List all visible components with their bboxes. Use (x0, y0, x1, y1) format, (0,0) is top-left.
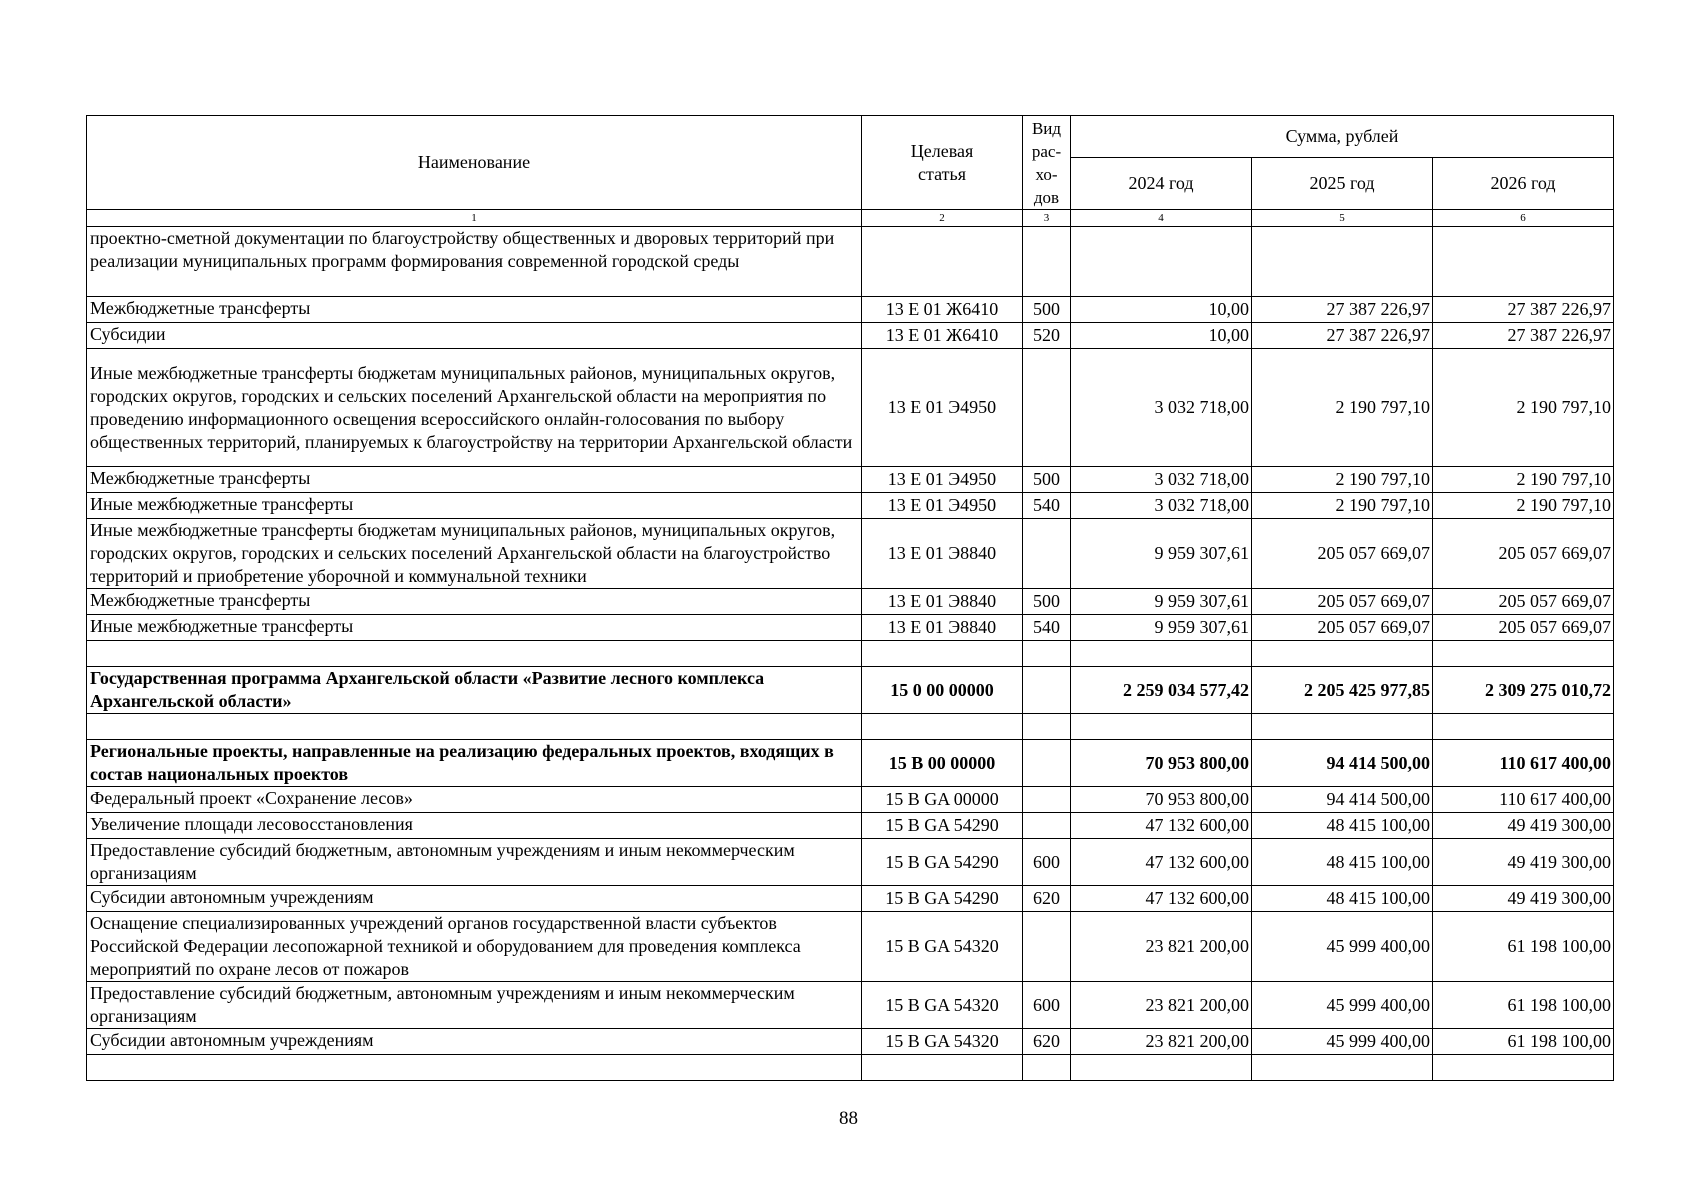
header-vid-line1: Вид (1031, 118, 1062, 138)
header-code-line2: статья (918, 163, 966, 184)
row-target-code: 13 Е 01 Ж6410 (862, 297, 1023, 323)
row-target-code: 13 Е 01 Э4950 (862, 349, 1023, 467)
row-amount-2026: 27 387 226,97 (1433, 323, 1614, 349)
header-sum: Сумма, рублей (1071, 116, 1614, 158)
row-target-code: 15 В 00 00000 (862, 740, 1023, 787)
row-amount-2024 (1071, 641, 1252, 667)
row-target-code: 15 В GA 54290 (862, 886, 1023, 912)
row-name: Предоставление субсидий бюджетным, автономным учреждениям и иным некоммерческим организациям (87, 839, 862, 886)
row-name (87, 1055, 862, 1081)
row-target-code (862, 641, 1023, 667)
row-expense-type (1023, 740, 1071, 787)
row-name: Субсидии (87, 323, 862, 349)
header-vid (1023, 116, 1071, 210)
column-number-3: 3 (1023, 210, 1071, 227)
row-amount-2025: 27 387 226,97 (1252, 323, 1433, 349)
row-expense-type (1023, 519, 1071, 589)
row-expense-type: 620 (1023, 886, 1071, 912)
header-year-2024: 2024 год (1071, 158, 1252, 210)
row-target-code (862, 1055, 1023, 1081)
row-name: Субсидии автономным учреждениям (87, 1029, 862, 1055)
header-vid-line3: хо- (1035, 164, 1058, 184)
row-amount-2025: 48 415 100,00 (1252, 813, 1433, 839)
row-name: Иные межбюджетные трансферты бюджетам муниципальных районов, муниципальных округов, городских округов, городских и сельских поселений Архангельской области на мероприятия по проведению информационного освещения всероссийского онлайн-голосования по выбору общественных территорий, планируемых к благоустройству на территории Архангельской области (87, 349, 862, 467)
header-name: Наименование (87, 116, 862, 210)
row-expense-type (1023, 813, 1071, 839)
row-target-code (862, 227, 1023, 297)
row-expense-type: 500 (1023, 589, 1071, 615)
table-row (87, 519, 1614, 589)
row-amount-2024: 23 821 200,00 (1071, 1029, 1252, 1055)
row-target-code: 13 Е 01 Э8840 (862, 519, 1023, 589)
row-target-code: 15 В GA 00000 (862, 787, 1023, 813)
row-amount-2024: 10,00 (1071, 323, 1252, 349)
row-name: Межбюджетные трансферты (87, 297, 862, 323)
row-amount-2026 (1433, 641, 1614, 667)
row-name: Региональные проекты, направленные на реализацию федеральных проектов, входящих в состав национальных проектов (87, 740, 862, 787)
table-row (87, 493, 1614, 519)
row-amount-2026: 49 419 300,00 (1433, 839, 1614, 886)
row-amount-2025: 48 415 100,00 (1252, 886, 1433, 912)
row-amount-2026: 2 190 797,10 (1433, 467, 1614, 493)
table-row (87, 323, 1614, 349)
row-amount-2025 (1252, 227, 1433, 297)
row-expense-type: 500 (1023, 297, 1071, 323)
row-name: Иные межбюджетные трансферты (87, 493, 862, 519)
table-row (87, 615, 1614, 641)
table-row (87, 227, 1614, 297)
row-name (87, 714, 862, 740)
page-number: 88 (839, 1108, 858, 1129)
row-amount-2026 (1433, 1055, 1614, 1081)
row-expense-type: 520 (1023, 323, 1071, 349)
row-amount-2024: 47 132 600,00 (1071, 839, 1252, 886)
header-code (862, 116, 1023, 210)
row-name: проектно-сметной документации по благоустройству общественных и дворовых территорий при реализации муниципальных программ формирования современной городской среды (87, 227, 862, 297)
row-amount-2025: 45 999 400,00 (1252, 982, 1433, 1029)
table-row (87, 813, 1614, 839)
row-amount-2026: 110 617 400,00 (1433, 787, 1614, 813)
row-amount-2025: 94 414 500,00 (1252, 740, 1433, 787)
row-target-code: 15 В GA 54320 (862, 1029, 1023, 1055)
table-row (87, 740, 1614, 787)
header-code-line1: Целевая (910, 140, 974, 161)
row-amount-2025: 2 190 797,10 (1252, 467, 1433, 493)
row-amount-2025: 2 190 797,10 (1252, 349, 1433, 467)
table-row (87, 349, 1614, 467)
row-name: Федеральный проект «Сохранение лесов» (87, 787, 862, 813)
row-amount-2024: 9 959 307,61 (1071, 519, 1252, 589)
row-amount-2026: 61 198 100,00 (1433, 1029, 1614, 1055)
row-name: Предоставление субсидий бюджетным, автономным учреждениям и иным некоммерческим организациям (87, 982, 862, 1029)
row-expense-type (1023, 787, 1071, 813)
row-expense-type (1023, 349, 1071, 467)
row-amount-2026: 61 198 100,00 (1433, 982, 1614, 1029)
row-amount-2024: 9 959 307,61 (1071, 589, 1252, 615)
row-target-code (862, 714, 1023, 740)
table-row (87, 667, 1614, 714)
table-row (87, 297, 1614, 323)
row-target-code: 13 Е 01 Э4950 (862, 493, 1023, 519)
row-amount-2024: 70 953 800,00 (1071, 740, 1252, 787)
column-number-1: 1 (87, 210, 862, 227)
column-number-2: 2 (862, 210, 1023, 227)
table-row (87, 1029, 1614, 1055)
header-vid-line2: рас- (1031, 141, 1062, 161)
row-amount-2024: 23 821 200,00 (1071, 982, 1252, 1029)
column-number-5: 5 (1252, 210, 1433, 227)
row-amount-2024 (1071, 714, 1252, 740)
column-number-row (87, 210, 1614, 227)
row-expense-type (1023, 912, 1071, 982)
row-amount-2025: 205 057 669,07 (1252, 589, 1433, 615)
row-expense-type (1023, 714, 1071, 740)
row-amount-2026: 205 057 669,07 (1433, 589, 1614, 615)
header-row-1 (87, 116, 1614, 158)
row-amount-2025: 2 205 425 977,85 (1252, 667, 1433, 714)
column-number-6: 6 (1433, 210, 1614, 227)
row-amount-2025: 94 414 500,00 (1252, 787, 1433, 813)
row-expense-type (1023, 1055, 1071, 1081)
row-name: Государственная программа Архангельской области «Развитие лесного комплекса Архангельской области» (87, 667, 862, 714)
table-row (87, 912, 1614, 982)
row-amount-2026: 205 057 669,07 (1433, 615, 1614, 641)
row-expense-type: 540 (1023, 615, 1071, 641)
row-amount-2024 (1071, 1055, 1252, 1081)
table-row (87, 641, 1614, 667)
row-target-code: 13 Е 01 Э8840 (862, 615, 1023, 641)
row-amount-2024: 3 032 718,00 (1071, 349, 1252, 467)
row-expense-type (1023, 641, 1071, 667)
row-amount-2024: 3 032 718,00 (1071, 467, 1252, 493)
row-amount-2025: 27 387 226,97 (1252, 297, 1433, 323)
row-target-code: 13 Е 01 Э4950 (862, 467, 1023, 493)
row-amount-2025 (1252, 1055, 1433, 1081)
row-expense-type: 600 (1023, 839, 1071, 886)
row-amount-2026: 61 198 100,00 (1433, 912, 1614, 982)
row-amount-2025 (1252, 641, 1433, 667)
row-amount-2025: 45 999 400,00 (1252, 912, 1433, 982)
row-name: Субсидии автономным учреждениям (87, 886, 862, 912)
row-amount-2024: 23 821 200,00 (1071, 912, 1252, 982)
row-target-code: 15 В GA 54320 (862, 912, 1023, 982)
row-target-code: 15 В GA 54290 (862, 813, 1023, 839)
row-amount-2025: 205 057 669,07 (1252, 519, 1433, 589)
row-target-code: 13 Е 01 Ж6410 (862, 323, 1023, 349)
row-name: Иные межбюджетные трансферты бюджетам муниципальных районов, муниципальных округов, городских округов, городских и сельских поселений Архангельской области на благоустройство территорий и приобретение уборочной и коммунальной техники (87, 519, 862, 589)
row-amount-2026 (1433, 714, 1614, 740)
row-expense-type (1023, 227, 1071, 297)
table-row (87, 589, 1614, 615)
table-row (87, 886, 1614, 912)
budget-table (86, 115, 1614, 1081)
table-row (87, 1055, 1614, 1081)
row-name: Межбюджетные трансферты (87, 589, 862, 615)
row-amount-2026: 27 387 226,97 (1433, 297, 1614, 323)
row-name: Иные межбюджетные трансферты (87, 615, 862, 641)
header-year-2026: 2026 год (1433, 158, 1614, 210)
table-row (87, 467, 1614, 493)
row-amount-2026: 2 190 797,10 (1433, 349, 1614, 467)
row-amount-2024: 3 032 718,00 (1071, 493, 1252, 519)
column-number-4: 4 (1071, 210, 1252, 227)
row-amount-2024: 10,00 (1071, 297, 1252, 323)
row-amount-2025: 2 190 797,10 (1252, 493, 1433, 519)
row-name: Оснащение специализированных учреждений органов государственной власти субъектов Российской Федерации лесопожарной техникой и оборудованием для проведения комплекса мероприятий по охране лесов от пожаров (87, 912, 862, 982)
row-expense-type: 600 (1023, 982, 1071, 1029)
row-amount-2025: 205 057 669,07 (1252, 615, 1433, 641)
row-amount-2026: 110 617 400,00 (1433, 740, 1614, 787)
header-year-2025: 2025 год (1252, 158, 1433, 210)
row-expense-type: 540 (1023, 493, 1071, 519)
row-amount-2025: 48 415 100,00 (1252, 839, 1433, 886)
row-amount-2026: 49 419 300,00 (1433, 813, 1614, 839)
row-amount-2026: 2 309 275 010,72 (1433, 667, 1614, 714)
row-amount-2024 (1071, 227, 1252, 297)
row-name: Межбюджетные трансферты (87, 467, 862, 493)
row-amount-2025: 45 999 400,00 (1252, 1029, 1433, 1055)
row-expense-type (1023, 667, 1071, 714)
row-amount-2024: 47 132 600,00 (1071, 886, 1252, 912)
row-amount-2026: 49 419 300,00 (1433, 886, 1614, 912)
row-amount-2024: 2 259 034 577,42 (1071, 667, 1252, 714)
row-amount-2026: 2 190 797,10 (1433, 493, 1614, 519)
row-name: Увеличение площади лесовосстановления (87, 813, 862, 839)
row-target-code: 15 В GA 54290 (862, 839, 1023, 886)
row-amount-2024: 70 953 800,00 (1071, 787, 1252, 813)
row-amount-2024: 47 132 600,00 (1071, 813, 1252, 839)
row-target-code: 15 В GA 54320 (862, 982, 1023, 1029)
row-target-code: 15 0 00 00000 (862, 667, 1023, 714)
row-name (87, 641, 862, 667)
table-row (87, 839, 1614, 886)
row-amount-2025 (1252, 714, 1433, 740)
header-vid-line4: дов (1033, 187, 1060, 207)
row-expense-type: 620 (1023, 1029, 1071, 1055)
table-row (87, 982, 1614, 1029)
row-amount-2026 (1433, 227, 1614, 297)
row-amount-2024: 9 959 307,61 (1071, 615, 1252, 641)
row-amount-2026: 205 057 669,07 (1433, 519, 1614, 589)
row-expense-type: 500 (1023, 467, 1071, 493)
row-target-code: 13 Е 01 Э8840 (862, 589, 1023, 615)
table-row (87, 787, 1614, 813)
table-row (87, 714, 1614, 740)
